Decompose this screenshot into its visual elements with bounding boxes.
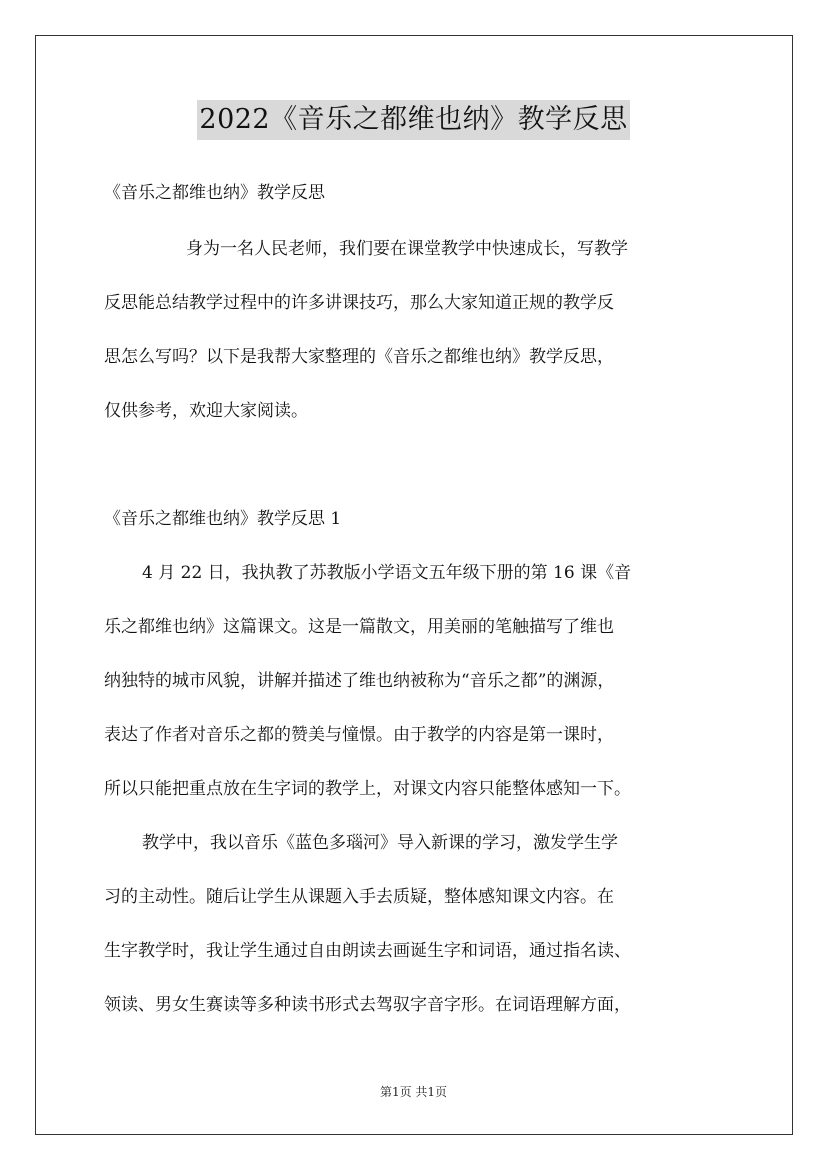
intro-line: 仅供参考，欢迎大家阅读。 bbox=[104, 401, 308, 421]
paragraph-line: 纳独特的城市风貌，讲解并描述了维也纳被称为“音乐之都”的渊源， bbox=[104, 671, 615, 691]
paragraph-line: 所以只能把重点放在生字词的教学上，对课文内容只能整体感知一下。 bbox=[104, 779, 631, 799]
paragraph-line: 乐之都维也纳》这篇课文。这是一篇散文，用美丽的笔触描写了维也 bbox=[104, 617, 614, 637]
paragraph-line: 生字教学时，我让学生通过自由朗读去画诞生字和词语，通过指名读、 bbox=[104, 941, 631, 961]
document-subheading: 《音乐之都维也纳》教学反思 bbox=[104, 183, 325, 203]
title-container bbox=[0, 100, 827, 140]
page-footer: 第1页 共1页 bbox=[379, 1085, 448, 1099]
paragraph-line: 习的主动性。随后让学生从课题入手去质疑，整体感知课文内容。在 bbox=[104, 887, 614, 907]
section-heading: 《音乐之都维也纳》教学反思 1 bbox=[104, 509, 342, 529]
paragraph-line: 4 月 22 日，我执教了苏教版小学语文五年级下册的第 16 课《音 bbox=[142, 563, 632, 583]
intro-line: 思怎么写吗？以下是我帮大家整理的《音乐之都维也纳》教学反思， bbox=[104, 347, 614, 367]
paragraph-line: 表达了作者对音乐之都的赞美与憧憬。由于教学的内容是第一课时， bbox=[104, 725, 614, 745]
intro-line: 反思能总结教学过程中的许多讲课技巧，那么大家知道正规的教学反 bbox=[104, 293, 614, 313]
document-title: 2022《音乐之都维也纳》教学反思 bbox=[197, 100, 629, 140]
paragraph-line: 教学中，我以音乐《蓝色多瑙河》导入新课的学习，激发学生学 bbox=[142, 833, 618, 853]
paragraph-line: 领读、男女生赛读等多种读书形式去驾驭字音字形。在词语理解方面， bbox=[104, 995, 631, 1015]
intro-line: 身为一名人民老师，我们要在课堂教学中快速成长，写教学 bbox=[186, 239, 628, 259]
